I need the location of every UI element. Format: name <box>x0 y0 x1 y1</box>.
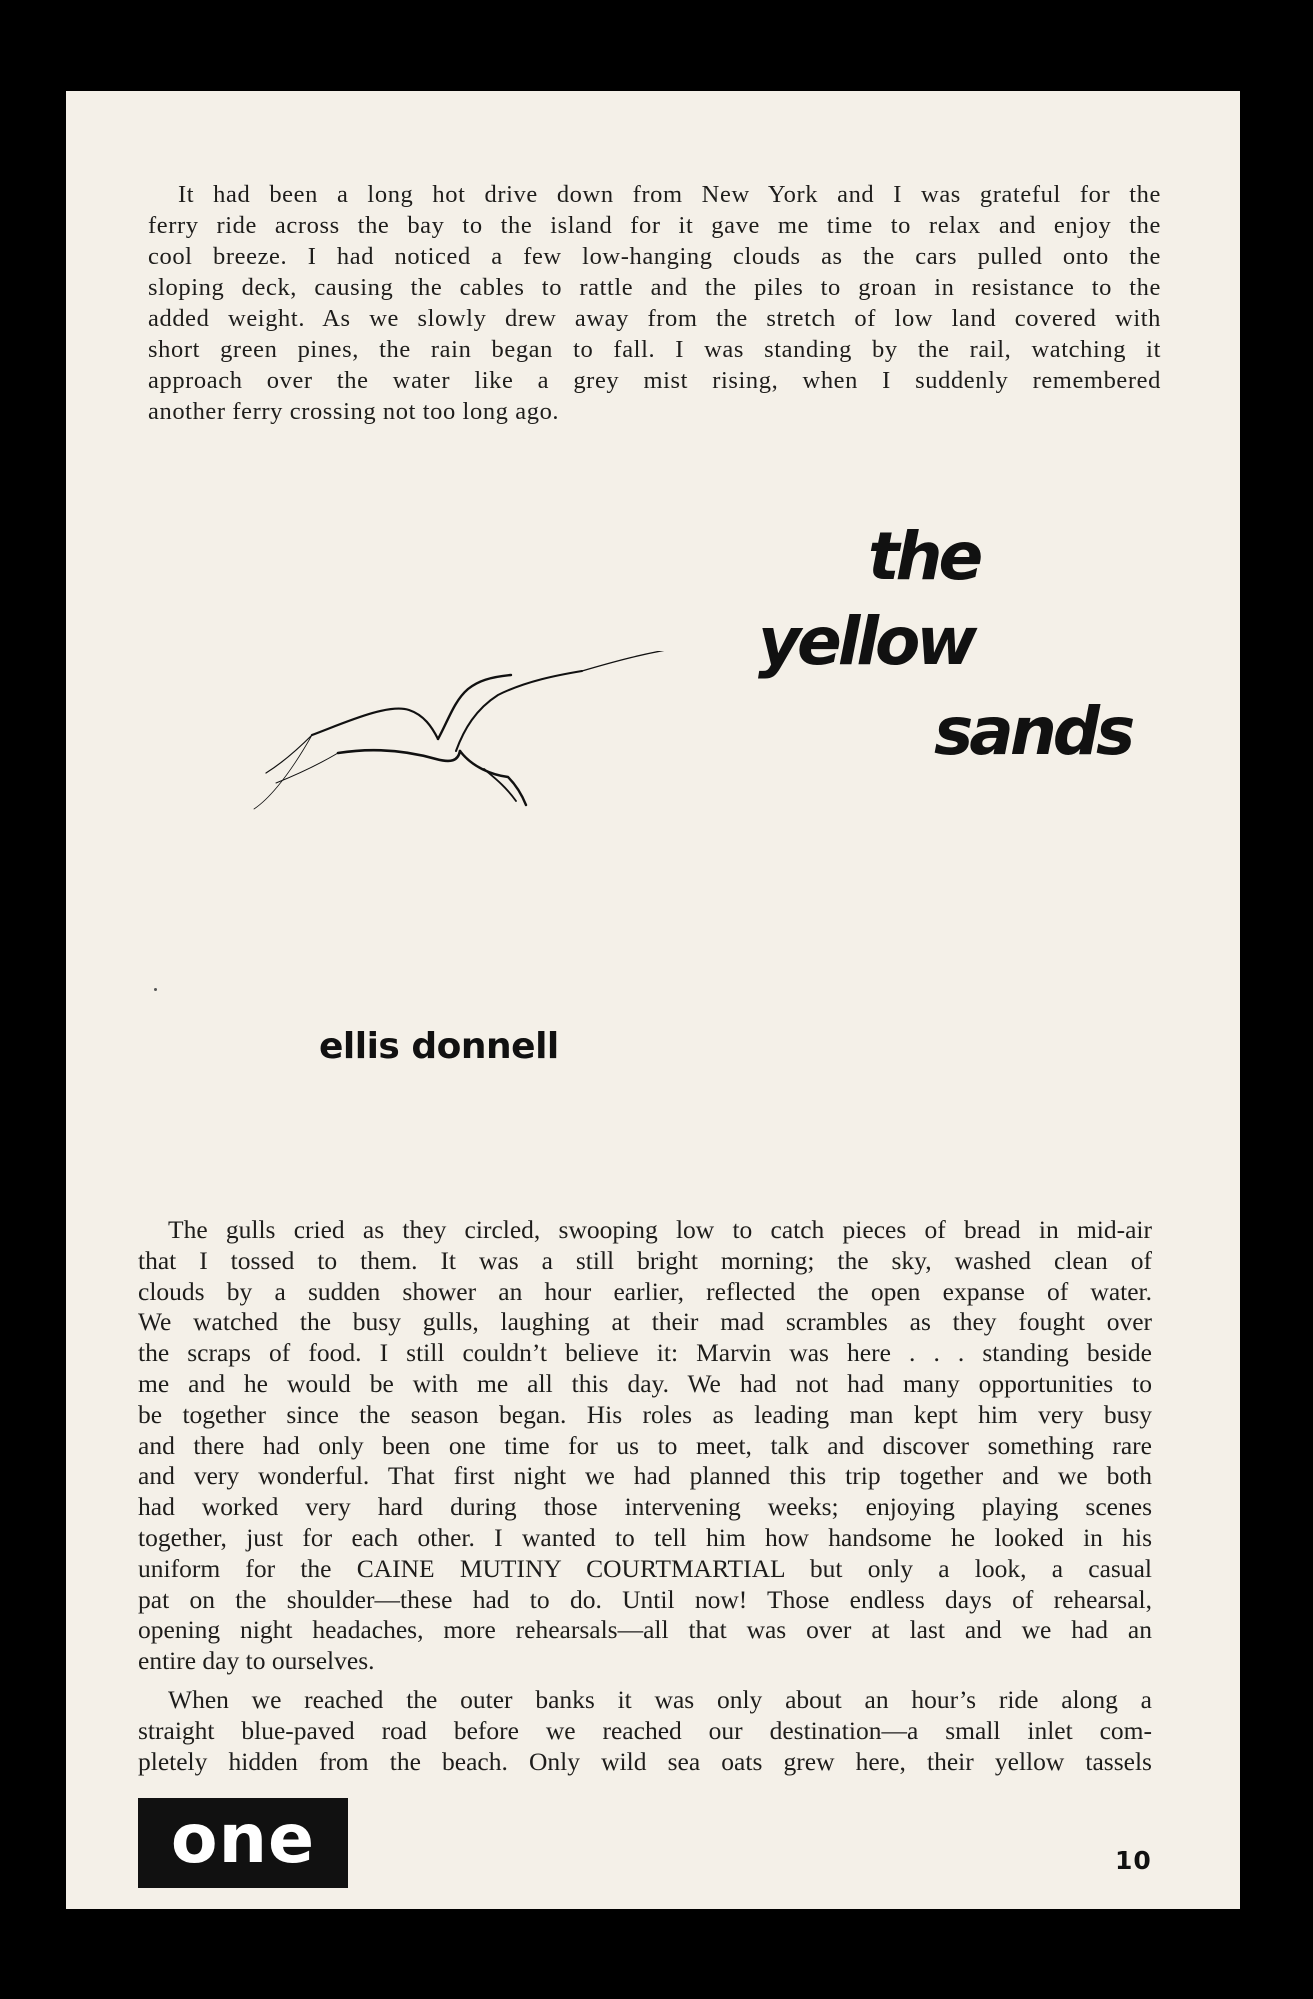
story-line: entire day to ourselves. <box>138 1646 375 1676</box>
magazine-logo <box>138 1798 348 1888</box>
title-word-sands: sands <box>934 693 1132 770</box>
gull-far-wing <box>312 709 438 739</box>
logo-text: one <box>170 1800 316 1879</box>
author-byline: ellis donnell <box>319 1026 559 1067</box>
story-line: opening night headaches, more rehearsals—all that was over at last and we had an <box>138 1615 1152 1645</box>
story-line: be together since the season began. His roles as leading man kept him very busy <box>138 1399 1152 1429</box>
intro-line: approach over the water like a grey mist rising, when I suddenly remembered <box>148 367 1161 394</box>
gull-near-wing <box>338 750 460 761</box>
gull-wing-trail <box>266 735 312 773</box>
story-line: clouds by a sudden shower an hour earlier, reflected the open expanse of water. <box>138 1276 1152 1306</box>
story-line: When we reached the outer banks it was only about an hour’s ride along a <box>168 1685 1152 1714</box>
story-line: We watched the busy gulls, laughing at their mad scrambles as they fought over <box>138 1307 1152 1337</box>
story-line: that I tossed to them. It was a still bright morning; the sky, washed clean of <box>138 1245 1152 1275</box>
intro-line: added weight. As we slowly drew away from the stretch of low land covered with <box>148 305 1161 332</box>
story-line: the scraps of food. I still couldn’t believe it: Marvin was here . . . standing beside <box>138 1338 1152 1368</box>
story-paragraph-1 <box>138 1215 1152 1677</box>
seagull-illustration <box>226 651 696 871</box>
intro-line: another ferry crossing not too long ago. <box>148 398 560 425</box>
intro-paragraph <box>148 179 1161 427</box>
story-line: had worked very hard during those intervening weeks; enjoying playing scenes <box>138 1492 1152 1522</box>
story-line: pletely hidden from the beach. Only wild sea oats grew here, their yellow tassels <box>138 1746 1152 1776</box>
page-number: 10 <box>1115 1846 1152 1875</box>
intro-line: ferry ride across the bay to the island for it gave me time to relax and enjoy the <box>148 212 1161 239</box>
story-line: The gulls cried as they circled, swooping low to catch pieces of bread in mid-air <box>168 1215 1152 1244</box>
gull-tail-2 <box>484 769 516 801</box>
story-line: uniform for the CAINE MUTINY COURTMARTIAL but only a look, a casual <box>138 1553 1152 1583</box>
gull-tail <box>460 751 526 805</box>
story-line: pat on the shoulder—these had to do. Until now! Those endless days of rehearsal, <box>138 1584 1152 1614</box>
gull-lower-trail <box>254 735 312 809</box>
intro-line: sloping deck, causing the cables to rattle and the piles to groan in resistance to the <box>148 274 1161 301</box>
intro-line: short green pines, the rain began to fall. I was standing by the rail, watching it <box>148 336 1161 363</box>
intro-line: cool breeze. I had noticed a few low-hanging clouds as the cars pulled onto the <box>148 243 1161 270</box>
title-word-the: the <box>868 518 980 595</box>
story-paragraph-2 <box>138 1685 1152 1777</box>
paper-speck <box>154 988 157 991</box>
title-word-yellow: yellow <box>758 603 974 680</box>
story-line: and very wonderful. That first night we had planned this trip together and we both <box>138 1461 1152 1491</box>
magazine-page <box>66 91 1240 1909</box>
gull-wing-trail-2 <box>276 753 338 783</box>
story-line: me and he would be with me all this day. We had not had many opportunities to <box>138 1368 1152 1398</box>
story-line: together, just for each other. I wanted to tell him how handsome he looked in his <box>138 1522 1152 1552</box>
story-line: straight blue-paved road before we reached our destination—a small inlet com- <box>138 1715 1152 1745</box>
gull-beak-line <box>582 651 678 671</box>
gull-body <box>438 675 511 739</box>
intro-line: It had been a long hot drive down from New York and I was grateful for the <box>178 181 1161 208</box>
story-line: and there had only been one time for us to meet, talk and discover something rare <box>138 1430 1152 1460</box>
